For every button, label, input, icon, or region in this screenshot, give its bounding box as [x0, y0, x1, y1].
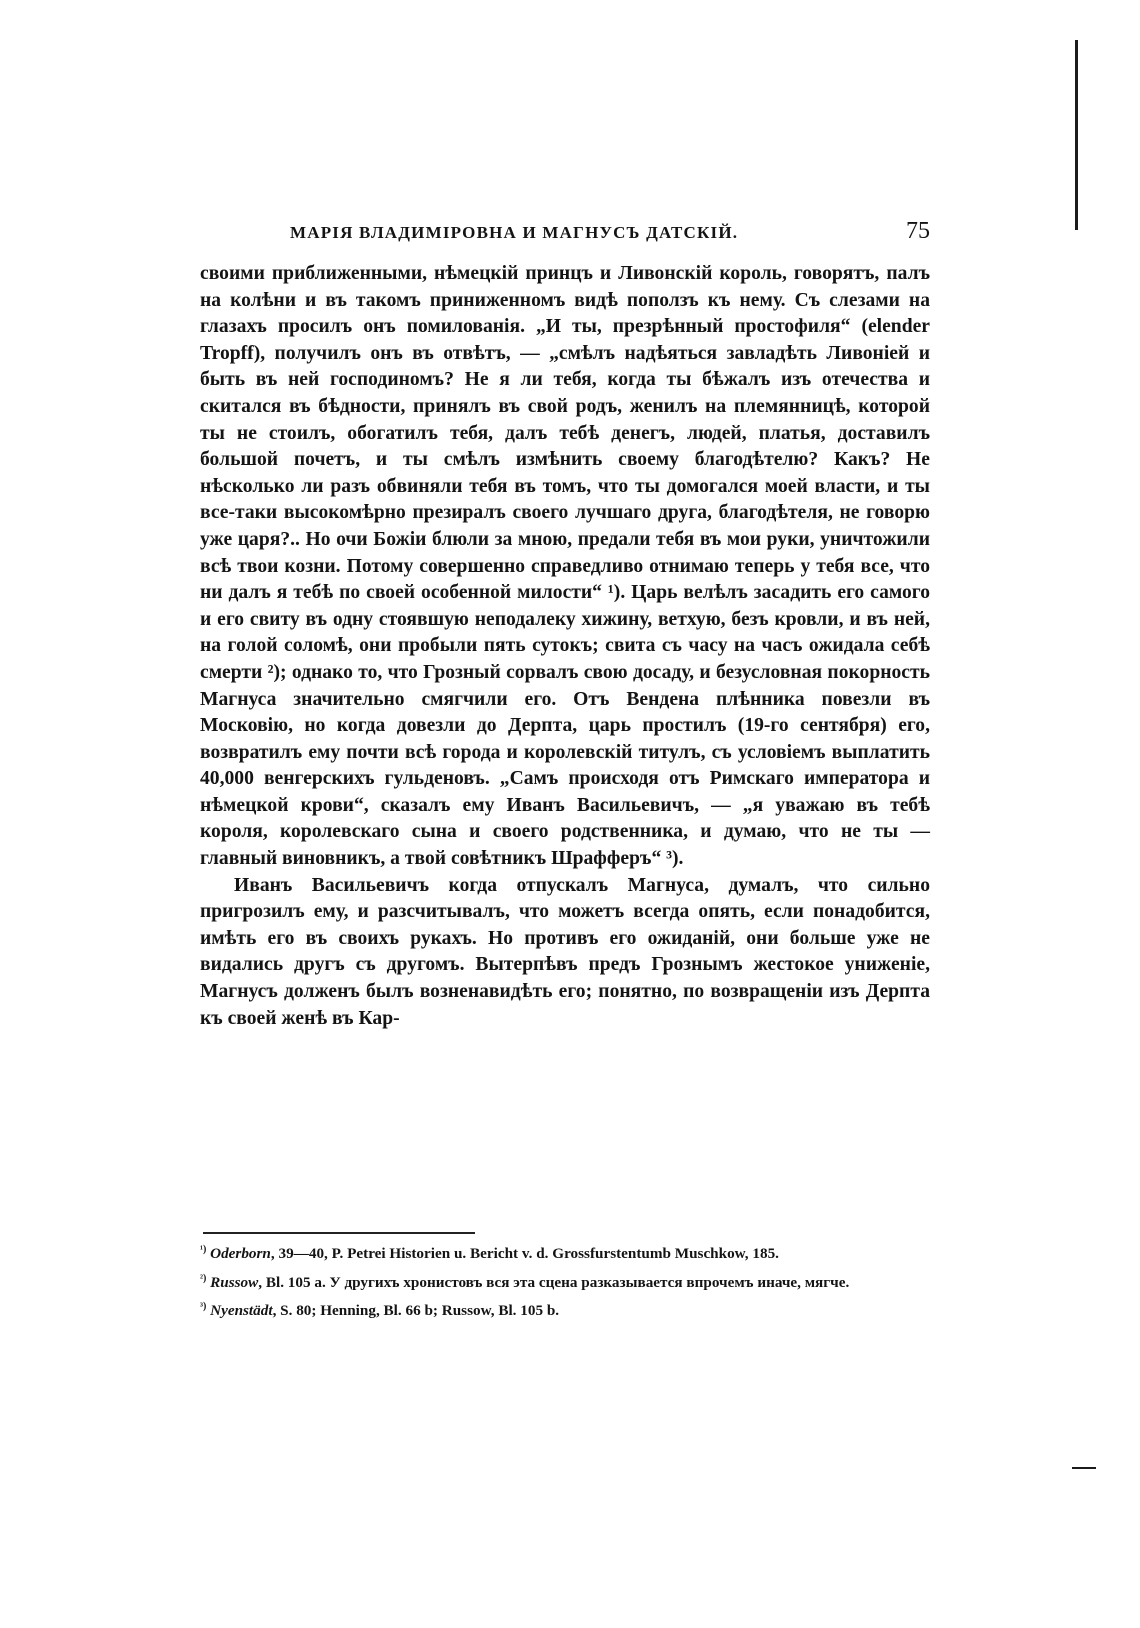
footnote-mark: ³) — [200, 1301, 207, 1313]
footnote-author: Nyenstädt — [210, 1302, 273, 1320]
paragraph: Иванъ Васильевичъ когда отпускалъ Магнуса, думалъ, что сильно пригрозилъ ему, и разсчитывалъ, что можетъ всегда опять, если понадобится, имѣть его въ своихъ рукахъ. Но противъ его ожиданій, они больше уже не видались другъ съ другомъ. Вытерпѣвъ предъ Грознымъ жестокое униженіе, Магнусъ долженъ былъ возненавидѣть его; понятно, по возвращеніи изъ Дерпта къ своей женѣ въ Кар- — [200, 874, 930, 1029]
footnote — [200, 1239, 930, 1266]
page-edge-mark — [1072, 1467, 1096, 1469]
footnote-text: , S. 80; Henning, Bl. 66 b; Russow, Bl. 105 b. — [272, 1302, 560, 1320]
footnote-mark: ²) — [200, 1272, 207, 1284]
footnote — [200, 1296, 930, 1323]
body-text — [200, 261, 930, 1032]
footnotes — [200, 1239, 930, 1325]
paragraph: своими приближенными, нѣмецкій принцъ и Ливонскій король, говорятъ, палъ на колѣни и въ такомъ приниженномъ видѣ поползъ къ нему. Съ слезами на глазахъ просилъ онъ помилованія. „И ты, презрѣнный простофиля“ (elender Tropff), получилъ онъ въ отвѣтъ, — „смѣлъ надѣяться завладѣть Ливоніей и быть въ ней господиномъ? Не я ли тебя, когда ты бѣжалъ изъ отечества и скитался въ бѣдности, принялъ въ свой родъ, женилъ на племянницѣ, которой ты не стоилъ, обогатилъ тебя, далъ тебѣ денегъ, людей, платья, доставилъ большой почетъ, и ты смѣлъ измѣнить своему благодѣтелю? Какъ? Не нѣсколько ли разъ обвиняли тебя въ томъ, что ты домогался моей власти, и ты все-таки высокомѣрно презиралъ своего лучшаго друга, благодѣтеля, не говорю уже царя?.. Но очи Божіи блюли за мною, предали тебя въ мои руки, уничтожили всѣ твои козни. Потому совершенно справедливо отнимаю теперь у тебя все, что ни далъ я тебѣ по своей особенной милости“ ¹). Царь велѣлъ засадить его самого и его свиту въ одну стоявшую неподалеку хижину, ветхую, безъ кровли, и въ ней, на голой соломѣ, они пробыли пять сутокъ; свита съ часу на часъ ожидала себѣ смерти ²); однако то, что Грозный сорвалъ свою досаду, и безусловная покорность Магнуса значительно смягчили его. Отъ Вендена плѣнника повезли въ Московію, но когда довезли до Дерпта, царь простилъ (19-го сентября) его, возвратилъ ему почти всѣ города и королевскій титулъ, съ условіемъ выплатить 40,000 венгерскихъ гульденовъ. „Самъ происходя отъ Римскаго императора и нѣмецкой крови“, сказалъ ему Иванъ Васильевичъ, — „я уважаю въ тебѣ короля, королевскаго сына и своего родственника, и думаю, что не ты — главный виновникъ, а твой совѣтникъ Шрафферъ“ ³). — [200, 263, 930, 870]
footnote-author: Russow — [210, 1273, 259, 1291]
footnote-text: , Bl. 105 a. У другихъ хронистовъ вся эта сцена разказывается впрочемъ иначе, мягче. — [258, 1273, 850, 1291]
footnote — [200, 1268, 930, 1295]
page-header — [200, 218, 930, 245]
page-number: 75 — [906, 218, 930, 244]
footnote-divider — [203, 1232, 475, 1234]
page-edge-mark — [1075, 40, 1078, 230]
footnote-mark: ¹) — [200, 1244, 207, 1255]
footnote-text: , 39—40, P. Petrei Historien u. Bericht v. d. Grossfurstentumb Muschkow, 185. — [270, 1245, 779, 1263]
running-title: МАРІЯ ВЛАДИМІРОВНА И МАГНУСЪ ДАТСКІЙ. — [290, 223, 739, 242]
footnote-author: Oderborn — [210, 1245, 271, 1263]
